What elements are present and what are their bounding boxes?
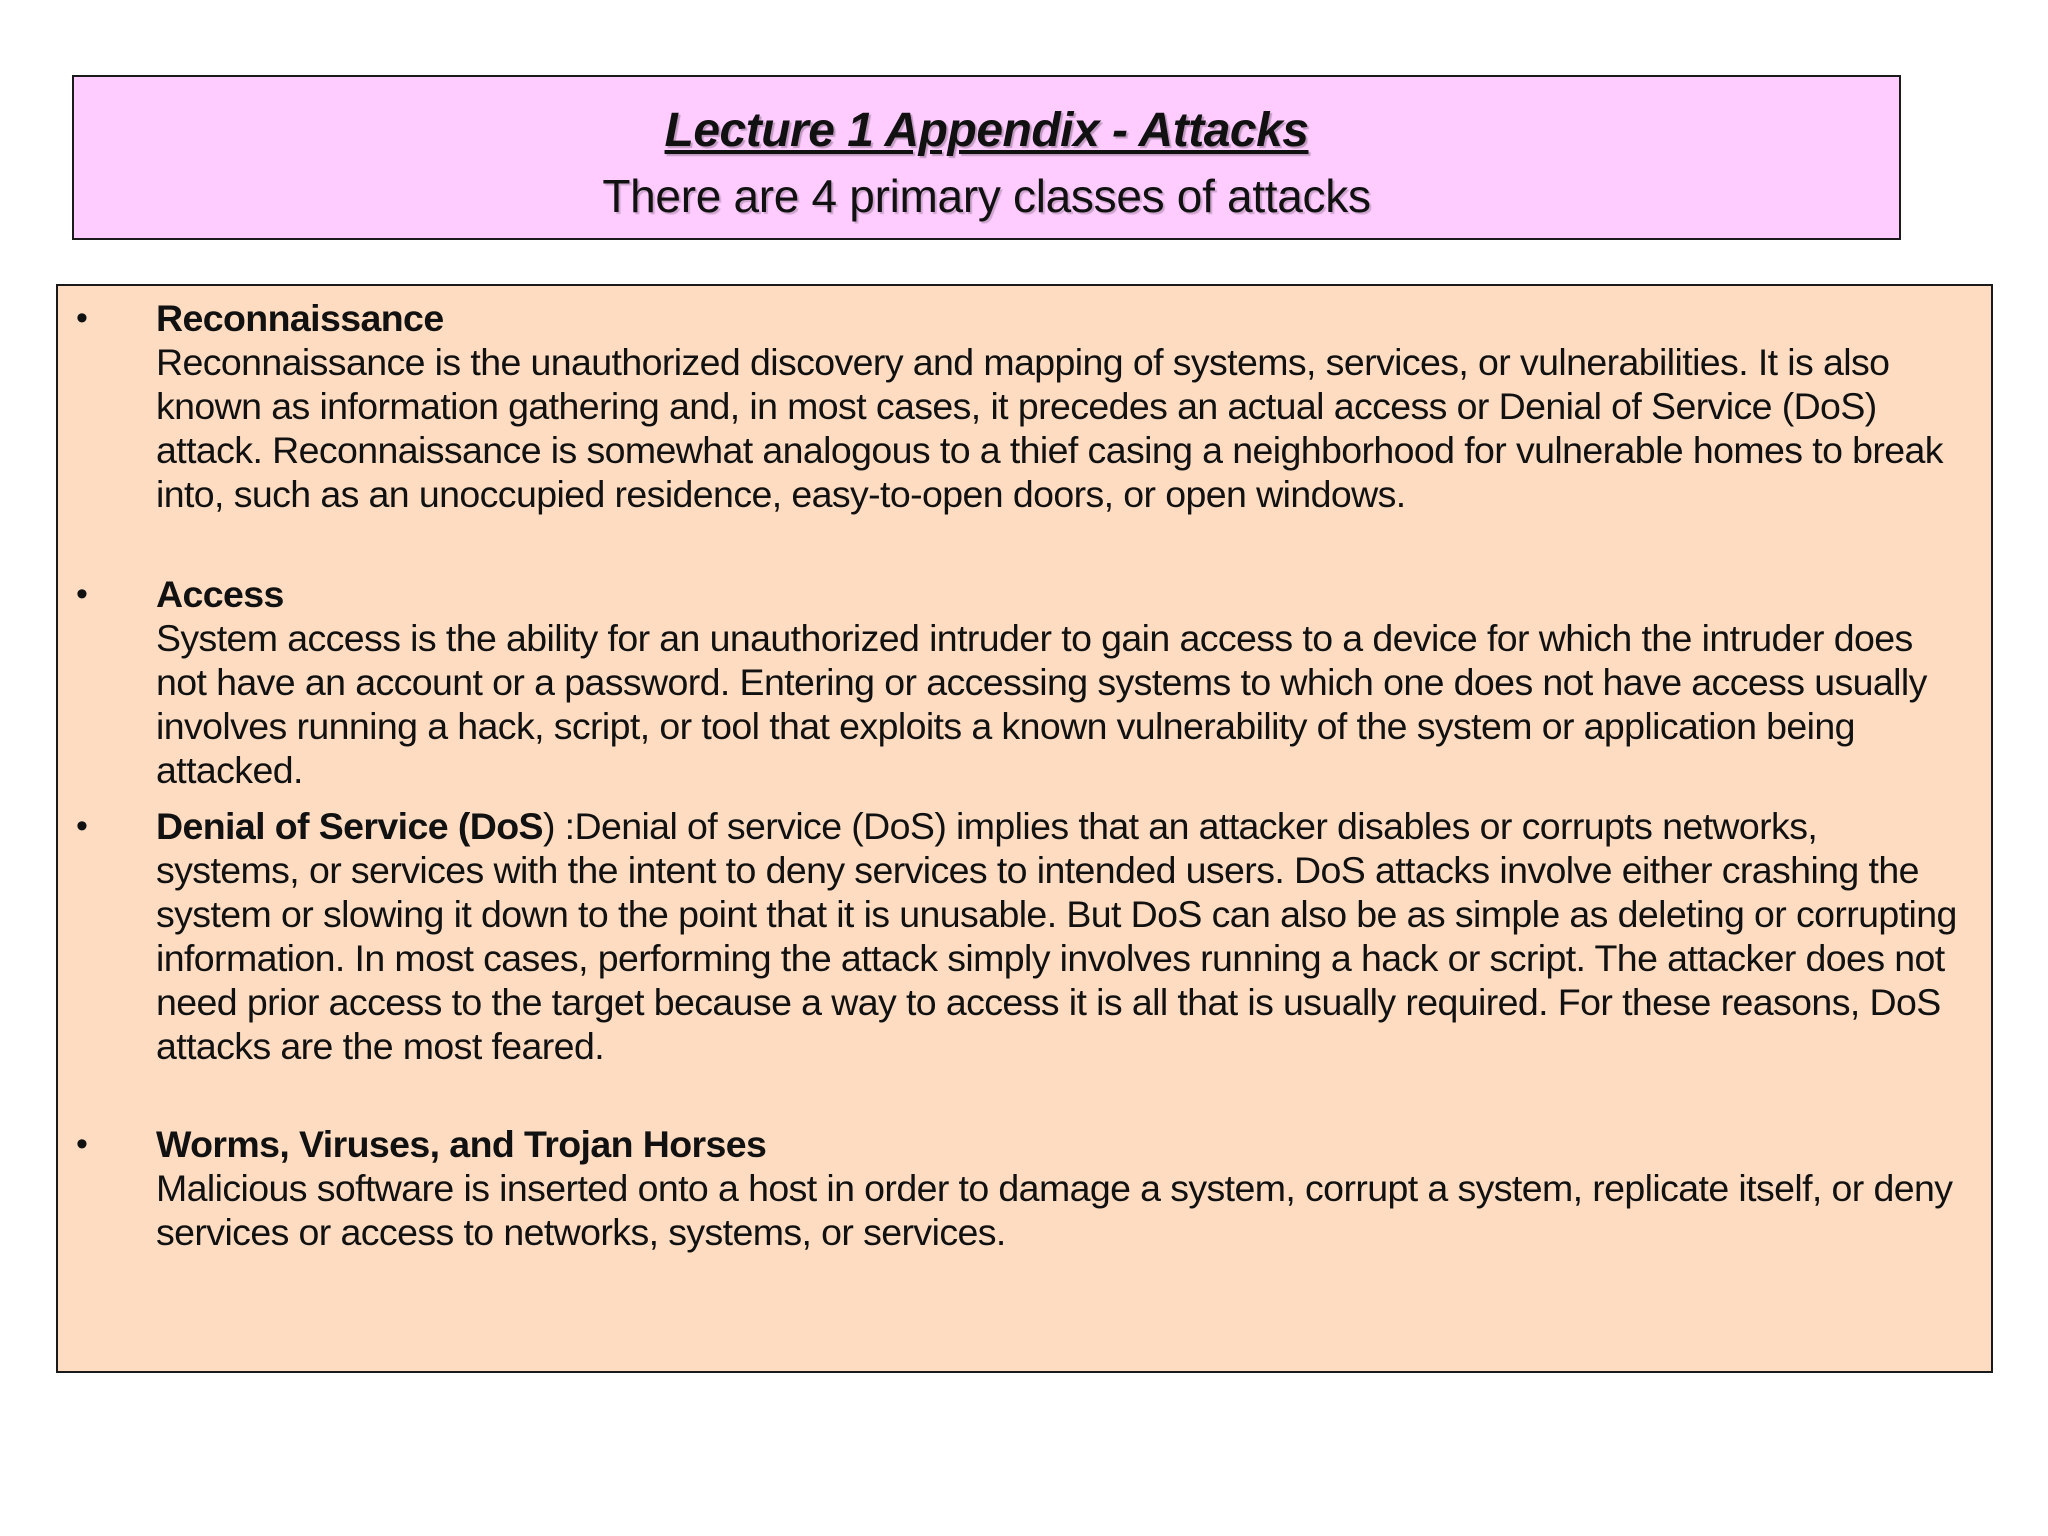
item-heading: Reconnaissance (156, 297, 444, 339)
bullet-icon: • (76, 1125, 88, 1163)
item-text (156, 296, 1967, 516)
bullet-icon: • (76, 299, 88, 337)
item-description: ) :Denial of service (DoS) implies that an attacker disables or corrupts networks, systems, or services with the intent to deny services to intended users. DoS attacks involve either crashing the system or slowing it down to the point that it is unusable. But DoS can also be as simple as deleting or corrupting information. In most cases, performing the attack simply involves running a hack or script. The attacker does not need prior access to the target because a way to access it is all that is usually required. For these reasons, DoS attacks are the most feared. (156, 805, 1957, 1067)
item-description: System access is the ability for an unauthorized intruder to gain access to a device for which the intruder does not have an account or a password. Entering or accessing systems to which one does not have access usually involves running a hack, script, or tool that exploits a known vulnerability of the system or application being attacked. (156, 617, 1927, 791)
item-description: Malicious software is inserted onto a host in order to damage a system, corrupt a system, replicate itself, or deny services or access to networks, systems, or services. (156, 1167, 1953, 1253)
title-box (72, 75, 1901, 240)
item-heading: Worms, Viruses, and Trojan Horses (156, 1123, 767, 1165)
item-heading: Denial of Service (DoS (156, 805, 543, 847)
content-box (56, 284, 1993, 1373)
item-text (156, 1122, 1967, 1254)
bullet-icon: • (76, 807, 88, 845)
bullet-icon: • (76, 575, 88, 613)
slide-subtitle: There are 4 primary classes of attacks (602, 170, 1371, 222)
item-text (156, 804, 1967, 1068)
slide-title: Lecture 1 Appendix - Attacks (664, 104, 1309, 157)
item-heading: Access (156, 573, 284, 615)
item-text (156, 572, 1967, 792)
item-description: Reconnaissance is the unauthorized discovery and mapping of systems, services, or vulnerabilities. It is also known as information gathering and, in most cases, it precedes an actual access or Denial of Service (DoS) attack. Reconnaissance is somewhat analogous to a thief casing a neighborhood for vulnerable homes to break into, such as an unoccupied residence, easy-to-open doors, or open windows. (156, 341, 1943, 515)
